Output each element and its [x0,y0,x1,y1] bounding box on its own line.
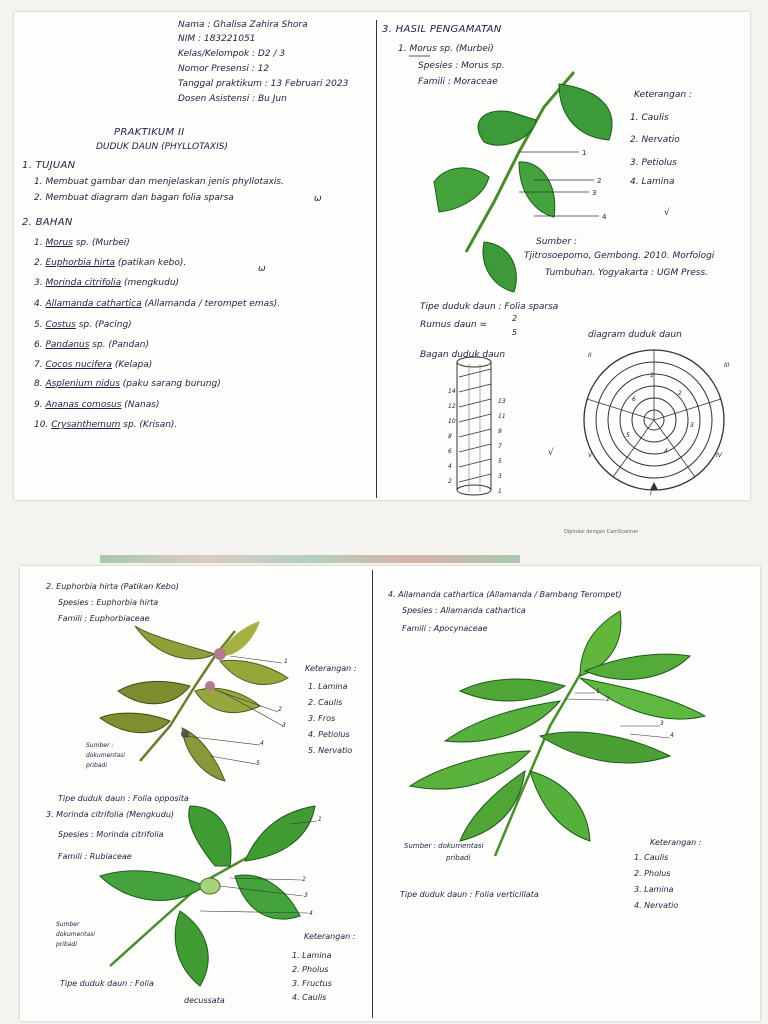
bagan-number: 2 [448,478,452,485]
bahan-common-name: (Nanas) [121,400,160,410]
diagram-number: 3 [690,422,694,429]
scanner-watermark: Dipindai dengan CamScanner [564,529,639,535]
bahan-common-name: (patikan kebo). [115,258,187,268]
euphorbia-spesies: Spesies : Euphorbia hirta [58,598,159,607]
bahan-heading: 2. BAHAN [22,217,73,228]
diagram-number: II [588,352,592,359]
bahan-common-name: sp. (Krisan). [120,420,178,430]
bagan-label: Bagan duduk daun [420,350,506,360]
keterangan-item: 2. Nervatio [630,135,680,145]
sumber-line: Sumber : [86,742,114,749]
sumber-line: Sumber : [536,237,578,247]
keterangan-item: 4. Petiolus [308,730,350,739]
notebook-page-2 [20,566,760,1021]
keterangan-title: Keterangan : [304,932,356,941]
check-mark: √ [664,208,670,218]
euphorbia-title: 2. Euphorbia hirta (Patikan Kebo) [46,582,179,591]
bahan-species-name: Costus [45,320,76,330]
allamanda-tipe: Tipe duduk daun : Folia verticillata [400,890,539,899]
morus-title: 1. Morus sp. (Murbei) [398,44,494,54]
svg-text:4: 4 [602,213,607,221]
allamanda-famili: Famili : Apocynaceae [402,624,488,633]
euphorbia-tipe: Tipe duduk daun : Folia opposita [58,794,189,803]
diagram-duduk-daun [584,350,724,490]
keterangan-item: 1. Caulis [634,853,669,862]
sumber-line: Sumber : dokumentasi [404,842,484,850]
callout-number: 2 [302,876,306,883]
diagram-number: III [724,362,730,369]
bahan-species-name: Allamanda cathartica [45,299,142,309]
bahan-species-name: Euphorbia hirta [45,258,116,268]
morus-drawing [434,72,612,292]
check-mark: ω [258,264,266,274]
page-subtitle: DUDUK DAUN (PHYLLOTAXIS) [96,142,228,152]
sumber-line: pribadi [446,854,471,862]
sumber-line: dokumentasi [86,752,125,759]
morinda-tipe-cont: decussata [184,996,225,1005]
diagram-number: 4 [664,448,668,455]
keterangan-item: 5. Nervatio [308,746,353,755]
svg-text:2: 2 [597,177,602,185]
bagan-number: 6 [448,448,452,455]
svg-text:3: 3 [592,189,597,197]
keterangan-item: 3. Fructus [292,979,332,988]
tujuan-item: 1. Membuat gambar dan menjelaskan jenis phyllotaxis. [34,177,284,187]
keterangan-item: 1. Lamina [308,682,348,691]
bagan-number: 9 [498,428,502,435]
bahan-species-name: Ananas comosus [45,400,122,410]
bahan-number: 4. [34,299,46,309]
sumber-line: Tumbuhan. Yogyakarta : UGM Press. [545,268,709,278]
check-mark: ω [314,194,322,204]
callout-number: 3 [282,722,286,729]
bahan-common-name: (Allamanda / terompet emas). [141,299,281,309]
rumus-numerator: 2 [512,314,518,323]
bahan-species-name: Pandanus [45,340,90,350]
morinda-famili: Famili : Rubiaceae [58,852,132,861]
bahan-number: 2. [34,258,46,268]
tujuan-heading: 1. TUJUAN [22,160,76,171]
keterangan-title: Keterangan : [305,664,357,673]
keterangan-item: 3. Lamina [634,885,674,894]
allamanda-drawing [410,611,705,856]
keterangan-item: 1. Caulis [630,113,669,123]
bagan-number: 5 [498,458,502,465]
bagan-number: 13 [498,398,506,405]
keterangan-item: 3. Fros [308,714,336,723]
notebook-page-1 [14,12,750,500]
morinda-title: 3. Morinda citrifolia (Mengkudu) [46,810,175,819]
diagram-number: 6 [632,396,636,403]
diagram-number: IV [716,452,722,459]
bagan-number: 8 [448,433,452,440]
page1-drawings [14,12,750,500]
bagan-cylinder [457,357,491,495]
keterangan-item: 4. Lamina [630,177,675,187]
bahan-common-name: (Kelapa) [112,360,153,370]
bahan-common-name: (paku sarang burung) [119,379,221,389]
keterangan-item: 3. Petiolus [630,158,677,168]
bagan-number: 3 [498,473,502,480]
identity-line: Nomor Presensi : 12 [178,64,270,74]
bahan-species-name: Morus [45,238,73,248]
bahan-number: 8. [34,379,46,389]
bahan-number: 7. [34,360,46,370]
callout-number: 2 [278,706,282,713]
bagan-number: 14 [448,388,456,395]
morus-spesies: Spesies : Morus sp. [418,61,505,71]
bagan-number: 11 [498,413,506,420]
euphorbia-famili: Famili : Euphorbiaceae [58,614,150,623]
tujuan-item: 2. Membuat diagram dan bagan folia sparsa [34,193,234,203]
identity-line: Kelas/Kelompok : D2 / 3 [178,49,286,59]
bahan-species-name: Crysanthemum [51,420,121,430]
check-mark: √ [548,448,554,458]
callout-number: 1 [596,688,600,695]
bagan-number: 12 [448,403,456,410]
sumber-line: Tjitrosoepomo, Gembong. 2010. Morfologi [524,251,715,261]
tipe-duduk-daun: Tipe duduk daun : Folia sparsa [420,302,559,312]
hasil-heading: 3. HASIL PENGAMATAN [382,24,502,35]
bahan-number: 10. [34,420,52,430]
bagan-number: 10 [448,418,456,425]
bahan-common-name: sp. (Murbei) [72,238,130,248]
bahan-number: 5. [34,320,46,330]
keterangan-item: 4. Caulis [292,993,327,1002]
sumber-line: pribadi [86,762,107,769]
bahan-species-name: Morinda citrifolia [45,278,122,288]
callout-number: 4 [309,910,313,917]
identity-line: NIM : 183221051 [178,34,256,44]
callout-number: 2 [606,696,610,703]
diagram-number: 1 [650,372,654,379]
scan-edge-strip [100,555,520,563]
callout-number: 3 [660,720,664,727]
morinda-spesies: Spesies : Morinda citrifolia [58,830,164,839]
bagan-number: 7 [498,443,502,450]
identity-line: Dosen Asistensi : Bu Jun [178,94,287,104]
allamanda-title: 4. Allamanda cathartica (Allamanda / Bambang Terompet) [388,590,622,599]
bahan-number: 9. [34,400,46,410]
keterangan-item: 1. Lamina [292,951,332,960]
keterangan-item: 2. Caulis [308,698,343,707]
keterangan-title: Keterangan : [634,90,692,100]
sumber-line: pribadi [56,941,77,948]
callout-number: 4 [670,732,674,739]
rumus-denominator: 5 [512,328,518,337]
bahan-common-name: sp. (Pandan) [89,340,150,350]
diagram-number: V [588,452,593,459]
sumber-line: Sumber [56,921,80,928]
identity-line: Tanggal praktikum : 13 Februari 2023 [178,79,349,89]
callout-number: 1 [284,658,288,665]
callout-number: 4 [260,740,264,747]
svg-text:1: 1 [582,149,587,157]
keterangan-item: 2. Pholus [634,869,671,878]
callout-number: 5 [256,760,260,767]
bahan-common-name: sp. (Pacing) [75,320,132,330]
euphorbia-drawing [100,621,288,781]
keterangan-title: Keterangan : [650,838,702,847]
keterangan-item: 2. Pholus [292,965,329,974]
bahan-species-name: Cocos nucifera [45,360,113,370]
bahan-common-name: (mengkudu) [121,278,180,288]
rumus-label: Rumus daun = [420,320,488,330]
morus-famili: Famili : Moraceae [418,77,498,87]
bahan-species-name: Asplenium nidus [45,379,120,389]
bagan-number: 4 [448,463,452,470]
page-title: PRAKTIKUM II [114,127,185,138]
bahan-number: 3. [34,278,46,288]
morinda-tipe: Tipe duduk daun : Folia [60,979,154,988]
bahan-number: 6. [34,340,46,350]
callout-number: 1 [318,816,322,823]
identity-line: Nama : Ghalisa Zahira Shora [178,20,308,30]
diagram-number: I [650,490,652,497]
page2-drawings [20,566,760,1021]
diagram-label: diagram duduk daun [588,330,682,340]
morinda-drawing [100,806,317,986]
sumber-line: dokumentasi [56,931,95,938]
diagram-number: 2 [678,390,682,397]
keterangan-item: 4. Nervatio [634,901,679,910]
bagan-number: 1 [498,488,502,495]
bahan-number: 1. [34,238,46,248]
allamanda-spesies: Spesies : Allamanda cathartica [402,606,526,615]
diagram-number: 5 [626,432,630,439]
callout-number: 3 [304,892,308,899]
